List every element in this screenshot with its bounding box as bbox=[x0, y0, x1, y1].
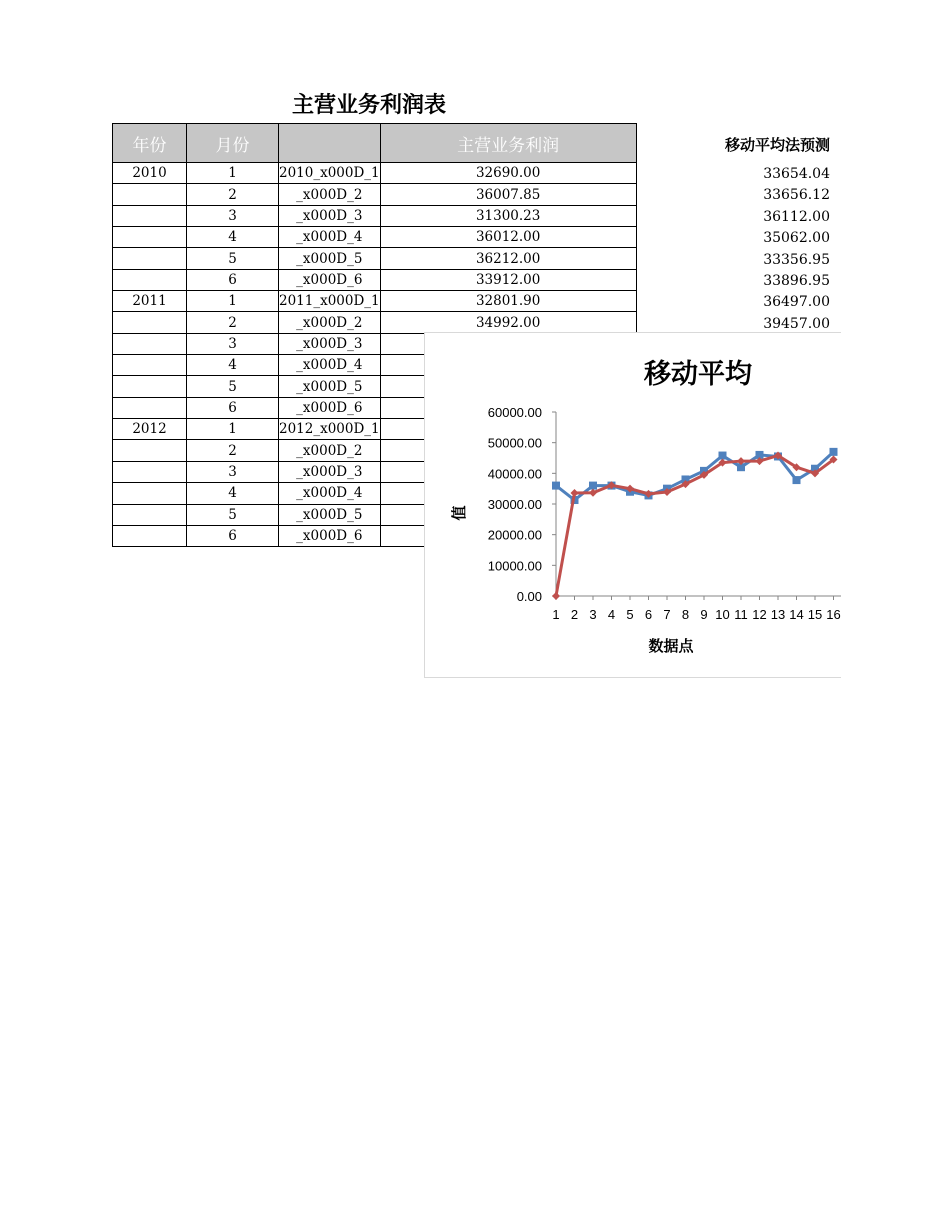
cell-code[interactable]: _x000D_3 bbox=[279, 461, 381, 482]
header-month: 月份 bbox=[187, 124, 279, 163]
chart-x-tick-label: 11 bbox=[734, 607, 748, 622]
chart-point bbox=[719, 452, 727, 460]
chart-point bbox=[830, 448, 838, 456]
cell-month[interactable]: 6 bbox=[187, 525, 279, 546]
cell-code[interactable]: _x000D_3 bbox=[279, 205, 381, 226]
chart-point bbox=[589, 482, 597, 490]
chart-y-tick-label: 20000.00 bbox=[487, 527, 542, 543]
cell-month[interactable]: 1 bbox=[187, 163, 279, 184]
chart-point bbox=[571, 489, 579, 497]
forecast-value[interactable]: 36112.00 bbox=[763, 208, 830, 225]
forecast-value[interactable]: 33654.04 bbox=[763, 166, 830, 182]
cell-profit[interactable]: 33912.00 bbox=[380, 269, 636, 290]
cell-year[interactable] bbox=[113, 227, 187, 248]
header-profit: 主营业务利润 bbox=[380, 124, 636, 163]
cell-code[interactable]: _x000D_2 bbox=[279, 440, 381, 461]
cell-profit[interactable]: 36007.85 bbox=[380, 184, 636, 205]
chart-y-tick-label: 40000.00 bbox=[487, 466, 542, 482]
moving-average-chart[interactable] bbox=[424, 332, 841, 678]
sheet-title: 主营业务利润表 bbox=[291, 93, 446, 118]
cell-month[interactable]: 5 bbox=[187, 376, 279, 397]
cell-month[interactable]: 2 bbox=[187, 312, 279, 333]
chart-y-tick-label: 60000.00 bbox=[487, 405, 542, 420]
cell-code[interactable]: _x000D_6 bbox=[279, 525, 381, 546]
cell-year[interactable] bbox=[113, 440, 187, 461]
chart-point bbox=[552, 482, 560, 490]
header-code bbox=[279, 124, 381, 163]
chart-x-tick-label: 16 bbox=[826, 607, 841, 622]
chart-point bbox=[793, 476, 801, 484]
cell-month[interactable]: 4 bbox=[187, 355, 279, 376]
chart-y-tick-label: 50000.00 bbox=[487, 435, 542, 451]
forecast-value[interactable]: 33356.95 bbox=[763, 251, 830, 268]
cell-code[interactable]: _x000D_4 bbox=[279, 483, 381, 504]
cell-month[interactable]: 3 bbox=[187, 333, 279, 354]
forecast-value[interactable]: 35062.00 bbox=[763, 230, 830, 247]
cell-month[interactable]: 6 bbox=[187, 397, 279, 418]
chart-x-axis-label: 数据点 bbox=[648, 638, 694, 655]
chart-x-tick-label: 7 bbox=[663, 607, 671, 622]
cell-year[interactable] bbox=[113, 461, 187, 482]
forecast-value[interactable]: 36497.00 bbox=[763, 294, 830, 311]
cell-code[interactable]: _x000D_2 bbox=[279, 312, 381, 333]
cell-month[interactable]: 6 bbox=[187, 269, 279, 290]
cell-year[interactable] bbox=[113, 312, 187, 333]
forecast-header: 移动平均法预测 bbox=[724, 136, 830, 154]
cell-code[interactable]: _x000D_4 bbox=[279, 227, 381, 248]
cell-code[interactable]: 2010_x000D_1 bbox=[279, 163, 381, 184]
cell-month[interactable]: 4 bbox=[187, 483, 279, 504]
forecast-value[interactable]: 33656.12 bbox=[763, 187, 830, 204]
chart-y-axis-label: 值 bbox=[451, 505, 468, 521]
cell-year[interactable] bbox=[113, 205, 187, 226]
cell-month[interactable]: 1 bbox=[187, 291, 279, 312]
chart-point bbox=[589, 489, 597, 497]
cell-year[interactable] bbox=[113, 184, 187, 205]
cell-code[interactable]: _x000D_2 bbox=[279, 184, 381, 205]
header-year: 年份 bbox=[113, 124, 187, 163]
cell-month[interactable]: 3 bbox=[187, 205, 279, 226]
cell-month[interactable]: 4 bbox=[187, 227, 279, 248]
cell-profit[interactable]: 36012.00 bbox=[380, 227, 636, 248]
cell-profit[interactable]: 36212.00 bbox=[380, 248, 636, 269]
cell-code[interactable]: _x000D_5 bbox=[279, 504, 381, 525]
table-row bbox=[113, 248, 637, 269]
table-row bbox=[113, 184, 637, 205]
table-row bbox=[113, 163, 637, 184]
cell-profit[interactable]: 34992.00 bbox=[380, 312, 636, 333]
table-row bbox=[113, 291, 637, 312]
cell-month[interactable]: 5 bbox=[187, 248, 279, 269]
chart-svg bbox=[425, 333, 841, 677]
cell-year[interactable] bbox=[113, 376, 187, 397]
chart-x-tick-label: 3 bbox=[589, 607, 597, 622]
cell-month[interactable]: 3 bbox=[187, 461, 279, 482]
chart-x-tick-label: 8 bbox=[681, 607, 690, 622]
cell-year[interactable] bbox=[113, 269, 187, 290]
chart-x-tick-label: 5 bbox=[626, 607, 634, 622]
table-row bbox=[113, 205, 637, 226]
chart-y-tick-label: 30000.00 bbox=[487, 497, 542, 512]
cell-code[interactable]: _x000D_5 bbox=[279, 248, 381, 269]
cell-year[interactable] bbox=[113, 504, 187, 525]
table-row bbox=[113, 227, 637, 248]
cell-code[interactable]: _x000D_3 bbox=[279, 333, 381, 354]
cell-code[interactable]: _x000D_5 bbox=[279, 376, 381, 397]
chart-point bbox=[552, 592, 560, 600]
cell-profit[interactable]: 31300.23 bbox=[380, 205, 636, 226]
cell-year[interactable] bbox=[113, 333, 187, 354]
table-row bbox=[113, 312, 637, 333]
cell-year[interactable] bbox=[113, 483, 187, 504]
cell-code[interactable]: _x000D_6 bbox=[279, 269, 381, 290]
chart-x-tick-label: 10 bbox=[715, 607, 730, 622]
cell-year[interactable]: 2012 bbox=[113, 419, 187, 440]
cell-year[interactable]: 2011 bbox=[113, 291, 187, 312]
cell-code[interactable]: _x000D_4 bbox=[279, 355, 381, 376]
cell-year[interactable]: 2010 bbox=[113, 163, 187, 184]
cell-month[interactable]: 2 bbox=[187, 184, 279, 205]
cell-year[interactable] bbox=[113, 355, 187, 376]
cell-month[interactable]: 1 bbox=[187, 419, 279, 440]
chart-series-line-1 bbox=[556, 452, 834, 500]
cell-code[interactable]: _x000D_6 bbox=[279, 397, 381, 418]
table-row bbox=[113, 269, 637, 290]
cell-profit[interactable]: 32801.90 bbox=[380, 291, 636, 312]
chart-x-tick-label: 13 bbox=[770, 607, 786, 622]
chart-x-tick-label: 2 bbox=[570, 607, 579, 622]
chart-x-tick-label: 15 bbox=[807, 607, 823, 622]
cell-profit[interactable]: 32690.00 bbox=[380, 163, 636, 184]
chart-x-tick-label: 9 bbox=[700, 607, 708, 622]
chart-x-tick-label: 12 bbox=[752, 607, 767, 622]
chart-title: 移动平均 bbox=[644, 359, 752, 389]
forecast-value[interactable]: 33896.95 bbox=[763, 272, 830, 289]
chart-x-tick-label: 4 bbox=[607, 607, 616, 622]
cell-code[interactable]: 2012_x000D_1 bbox=[279, 419, 381, 440]
chart-y-tick-label: 0.00 bbox=[516, 589, 542, 604]
table-header-row bbox=[113, 124, 637, 163]
forecast-list bbox=[700, 164, 830, 335]
cell-month[interactable]: 2 bbox=[187, 440, 279, 461]
chart-x-tick-label: 6 bbox=[644, 607, 653, 622]
cell-code[interactable]: 2011_x000D_1 bbox=[279, 291, 381, 312]
chart-x-tick-label: 1 bbox=[552, 607, 560, 622]
cell-year[interactable] bbox=[113, 397, 187, 418]
cell-year[interactable] bbox=[113, 525, 187, 546]
forecast-value[interactable]: 39457.00 bbox=[763, 315, 830, 332]
chart-y-tick-label: 10000.00 bbox=[487, 558, 542, 574]
cell-month[interactable]: 5 bbox=[187, 504, 279, 525]
cell-year[interactable] bbox=[113, 248, 187, 269]
chart-plot-area bbox=[488, 405, 841, 622]
chart-x-tick-label: 14 bbox=[789, 607, 804, 622]
